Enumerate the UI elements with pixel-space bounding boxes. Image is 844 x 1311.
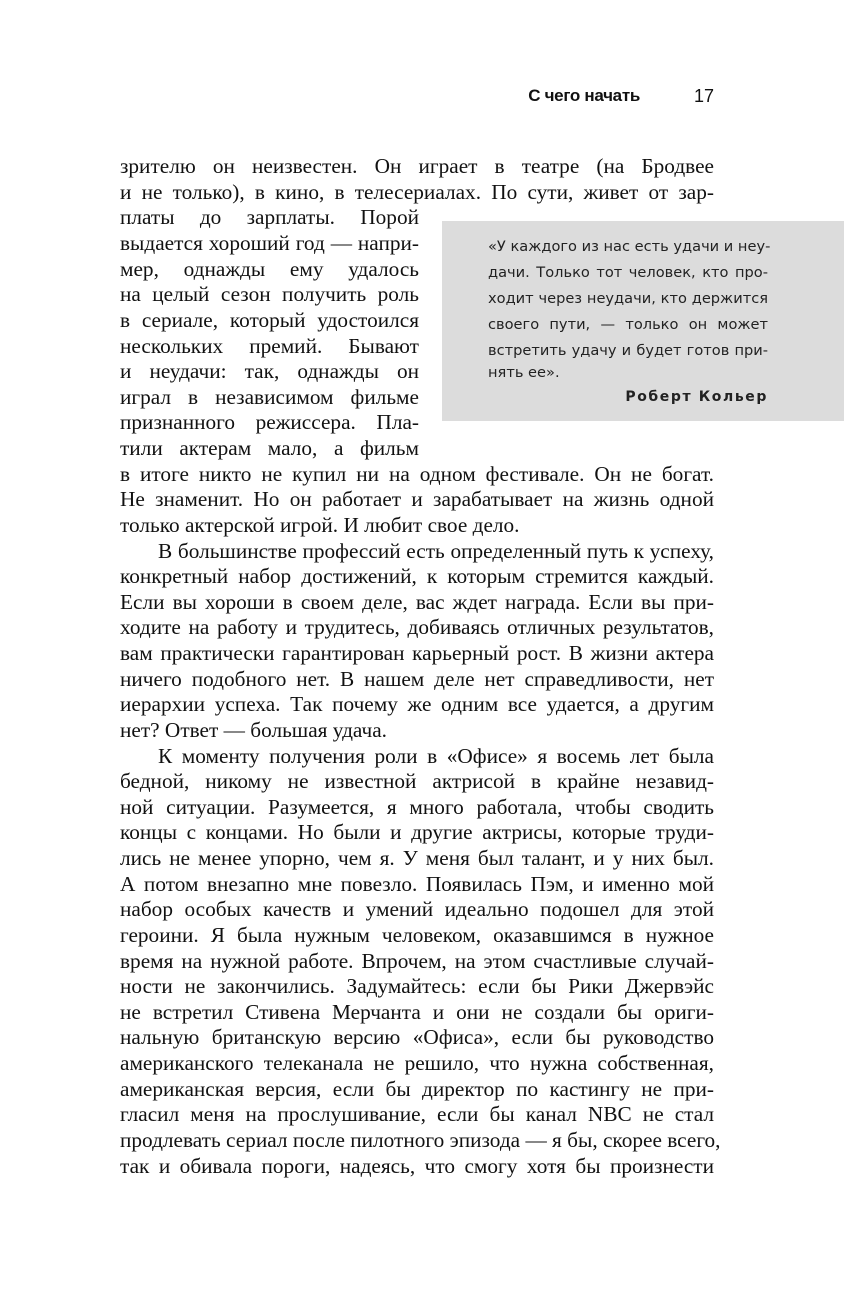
quote-line: «У каждого из нас есть удачи и неу-	[488, 238, 771, 255]
body-line: концы с концами. Но были и другие актрисы, которые труди-	[120, 820, 714, 844]
body-line: зрителю он неизвестен. Он играет в театре (на Бродвее	[120, 154, 714, 178]
body-line: только актерской игрой. И любит свое дело.	[120, 513, 520, 537]
body-line: американского телеканала не решило, что нужна собственная,	[120, 1051, 714, 1075]
body-line: мер, однажды ему удалось	[120, 257, 419, 281]
body-line: продлевать сериал после пилотного эпизода — я бы, скорее всего,	[120, 1128, 721, 1152]
body-line: нескольких премий. Бывают	[120, 334, 419, 358]
body-line: ходите на работу и трудитесь, добиваясь отличных результатов,	[120, 615, 714, 639]
quote-line: дачи. Только тот человек, кто про-	[488, 264, 768, 281]
body-line: конкретный набор достижений, к которым стремится каждый.	[120, 564, 714, 588]
body-line: в итоге никто не купил ни на одном фестивале. Он не богат.	[120, 462, 714, 486]
body-line: ности не закончились. Задумайтесь: если бы Рики Джервэйс	[120, 974, 714, 998]
body-line: героини. Я была нужным человеком, оказавшимся в нужное	[120, 923, 714, 947]
body-line: и неудачи: так, однажды он	[120, 359, 419, 383]
body-line: вам практически гарантирован карьерный рост. В жизни актера	[120, 641, 714, 665]
body-line: и не только), в кино, в телесериалах. По сути, живет от зар-	[120, 180, 714, 204]
quote-line: нять ее».	[488, 364, 560, 381]
paragraph-first-line: В большинстве профессий есть определенный путь к успеху,	[158, 539, 714, 563]
body-line: ной ситуации. Разумеется, я много работала, чтобы сводить	[120, 795, 714, 819]
paragraph-first-line: К моменту получения роли в «Офисе» я восемь лет была	[158, 744, 714, 768]
body-line: не встретил Стивена Мерчанта и они не создали бы ориги-	[120, 1000, 714, 1024]
body-line: так и обивала пороги, надеясь, что смогу хотя бы произнести	[120, 1154, 714, 1178]
body-line: нет? Ответ — большая удача.	[120, 718, 388, 742]
quote-line: ходит через неудачи, кто держится	[488, 290, 768, 307]
body-line: гласил меня на прослушивание, если бы канал NBC не стал	[120, 1102, 714, 1126]
quote-author: Роберт Кольер	[625, 389, 768, 405]
body-line: бедной, никому не известной актрисой в крайне незавид-	[120, 769, 714, 793]
body-line: признанного режиссера. Пла-	[120, 410, 419, 434]
body-line: иерархии успеха. Так почему же одним все удается, а другим	[120, 692, 714, 716]
body-line: играл в независимом фильме	[120, 385, 419, 409]
running-head	[120, 86, 714, 112]
body-line: на целый сезон получить роль	[120, 282, 419, 306]
body-line: А потом внезапно мне повезло. Появилась Пэм, и именно мой	[120, 872, 714, 896]
body-line: американская версия, если бы директор по кастингу не при-	[120, 1077, 714, 1101]
body-line: лись не менее упорно, чем я. У меня был талант, и у них был.	[120, 846, 714, 870]
body-line: в сериале, который удостоился	[120, 308, 419, 332]
body-line: платы до зарплаты. Порой	[120, 205, 419, 229]
body-line: время на нужной работе. Впрочем, на этом счастливые случай-	[120, 949, 714, 973]
body-line: нальную британскую версию «Офиса», если бы руководство	[120, 1025, 714, 1049]
body-line: выдается хороший год — напри-	[120, 231, 419, 255]
quote-line: своего пути, — только он может	[488, 316, 768, 333]
chapter-title: С чего начать	[528, 86, 640, 105]
quote-line: встретить удачу и будет готов при-	[488, 342, 768, 359]
body-line: ничего подобного нет. В нашем деле нет справедливости, нет	[120, 667, 714, 691]
body-line: набор особых качеств и умений идеально подошел для этой	[120, 897, 714, 921]
body-line: Если вы хороши в своем деле, вас ждет награда. Если вы при-	[120, 590, 714, 614]
body-line: Не знаменит. Но он работает и зарабатывает на жизнь одной	[120, 487, 714, 511]
page-number: 17	[693, 86, 714, 106]
body-line: тили актерам мало, а фильм	[120, 436, 419, 460]
